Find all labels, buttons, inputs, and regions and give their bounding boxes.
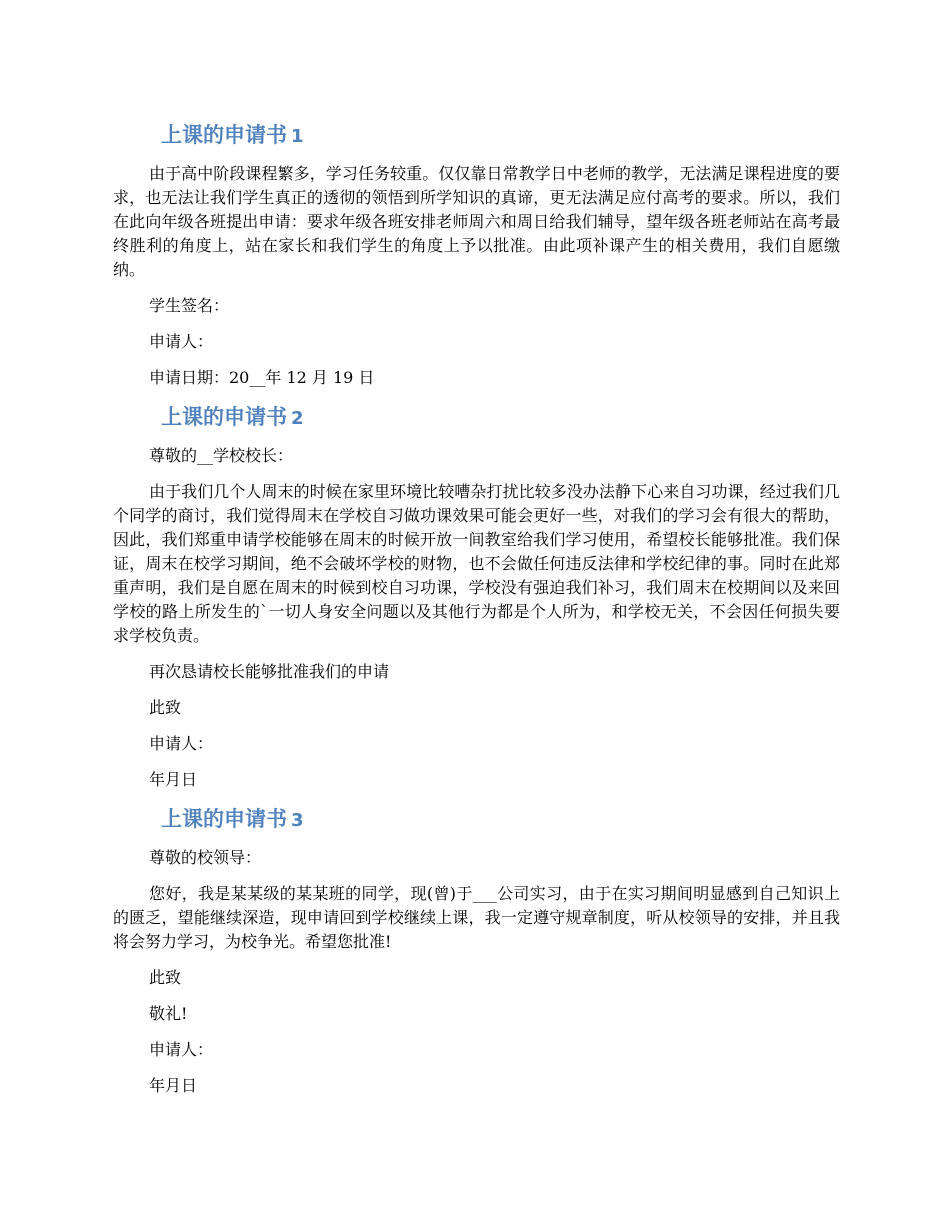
section-1-heading	[161, 120, 840, 150]
document-page	[113, 120, 840, 1098]
section-1-applicant: 申请人：	[149, 332, 214, 351]
section-2-body: 由于我们几个人周末的时候在家里环境比较嘈杂打扰比较多没办法静下心来自习功课，经过我们几个同学的商讨，我们觉得周末在学校自习做功课效果可能会更好一些，对我们的学习会有很大的帮助，因此，我们郑重申请学校能够在周末的时候开放一间教室给我们学习使用，希望校长能够批准。我们保证，周末在校学习期间，绝不会破坏学校的财物，也不会做任何违反法律和学校纪律的事。同时在此郑重声明，我们是自愿在周末的时候到校自习功课，学校没有强迫我们补习，我们周末在校期间以及来回学校的路上所发生的`一切人身安全问题以及其他行为都是个人所为，和学校无关，不会因任何损失要求学校负责。	[113, 482, 840, 645]
section-2-salutation: 尊敬的__学校校长：	[149, 446, 294, 465]
section-3-body: 您好，我是某某级的某某班的同学，现(曾)于___公司实习，由于在实习期间明显感到自己知识上的匮乏，望能继续深造，现申请回到学校继续上课，我一定遵守规章制度，听从校领导的安排，并且我将会努力学习，为校争光。希望您批准!	[113, 884, 840, 951]
section-3-heading	[161, 804, 840, 834]
section-3-closing: 此致	[149, 968, 182, 987]
section-1-date: 申请日期：20__年 12 月 19 日	[149, 368, 375, 387]
section-3-regards: 敬礼!	[149, 1004, 188, 1023]
section-1-number: 1	[291, 126, 304, 147]
section-2-plea: 再次恳请校长能够批准我们的申请	[149, 662, 390, 681]
section-1-student-sign: 学生签名：	[149, 296, 230, 315]
section-3-number: 3	[291, 810, 304, 831]
section-2-closing: 此致	[149, 698, 182, 717]
section-3-title: 上课的申请书	[161, 807, 287, 831]
section-3-date: 年月日	[149, 1076, 198, 1095]
section-3-salutation: 尊敬的校领导：	[149, 848, 262, 867]
section-2-applicant: 申请人：	[149, 734, 214, 753]
section-2-date: 年月日	[149, 770, 198, 789]
section-3-applicant: 申请人：	[149, 1040, 214, 1059]
section-2-title: 上课的申请书	[161, 405, 287, 429]
section-2-heading	[161, 402, 840, 432]
section-1-title: 上课的申请书	[161, 123, 287, 147]
section-2-number: 2	[291, 408, 304, 429]
section-1-body: 由于高中阶段课程繁多，学习任务较重。仅仅靠日常教学日中老师的教学，无法满足课程进度的要求，也无法让我们学生真正的透彻的领悟到所学知识的真谛，更无法满足应付高考的要求。所以，我们在此向年级各班提出申请：要求年级各班安排老师周六和周日给我们辅导，望年级各班老师站在高考最终胜利的角度上，站在家长和我们学生的角度上予以批准。由此项补课产生的相关费用，我们自愿缴纳。	[113, 164, 840, 279]
